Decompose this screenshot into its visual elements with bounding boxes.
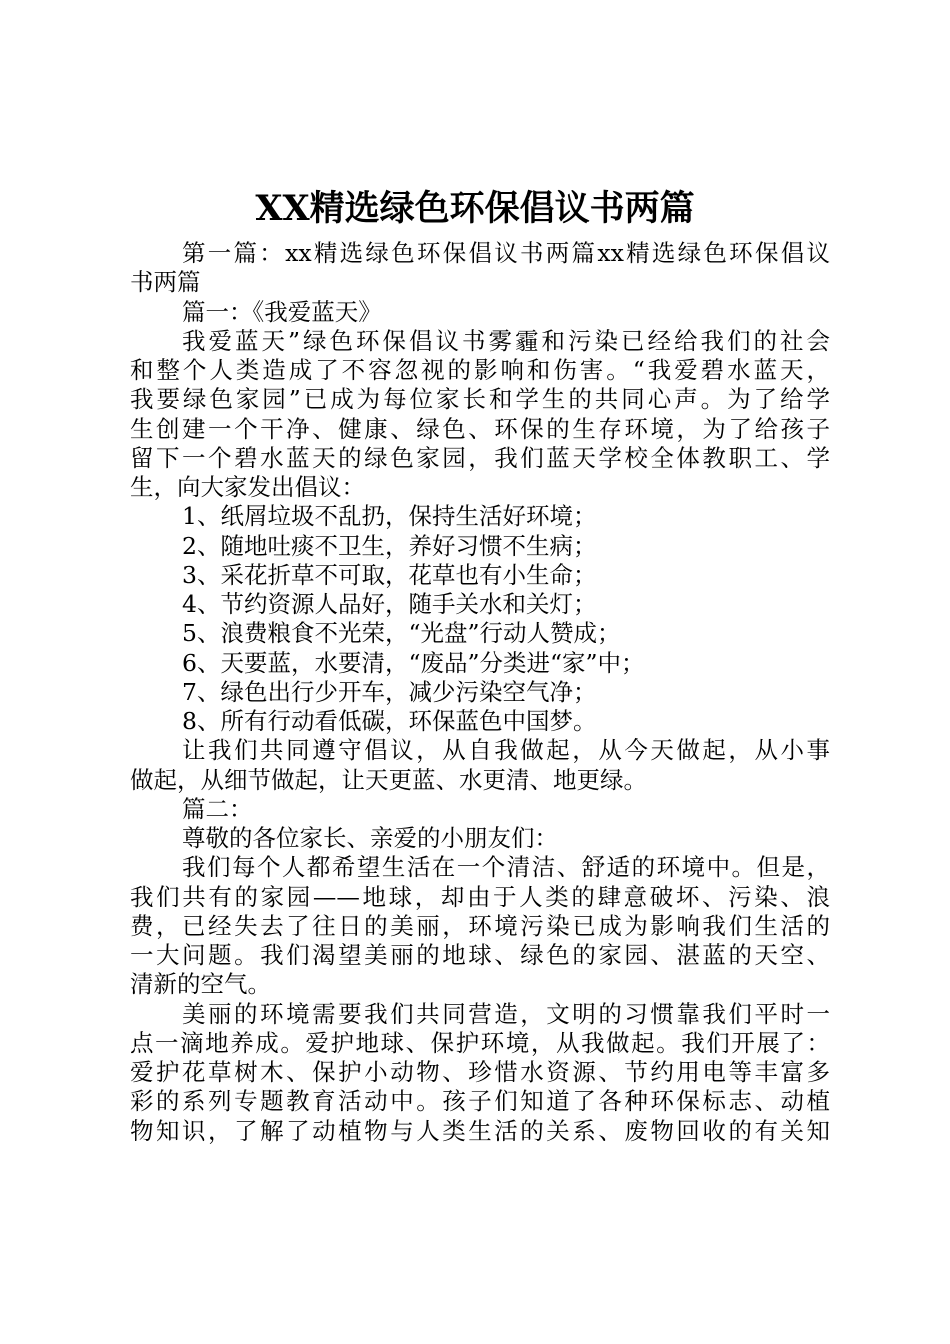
body-text-line: 物知识，了解了动植物与人类生活的关系、废物回收的有关知 <box>130 1116 830 1145</box>
body-text-line: 点一滴地养成。爱护地球、保护环境，从我做起。我们开展了： <box>130 1028 830 1057</box>
body-text-line: 1、纸屑垃圾不乱扔，保持生活好环境； <box>182 502 597 531</box>
body-text-line: 做起，从细节做起，让天更蓝、水更清、地更绿。 <box>130 765 647 794</box>
body-text-line: 篇二： <box>182 794 253 823</box>
body-text-line: 留下一个碧水蓝天的绿色家园，我们蓝天学校全体教职工、学 <box>130 443 830 472</box>
body-text-line: 2、随地吐痰不卫生，养好习惯不生病； <box>182 531 597 560</box>
body-text-line: 3、采花折草不可取，花草也有小生命； <box>182 560 597 589</box>
body-text-line: 一大问题。我们渴望美丽的地球、绿色的家园、湛蓝的天空、 <box>130 941 830 969</box>
body-text-line: 我们每个人都希望生活在一个清洁、舒适的环境中。但是， <box>182 853 830 882</box>
body-text-line: 让我们共同遵守倡议，从自我做起，从今天做起，从小事 <box>182 736 830 765</box>
body-text-line: 我们共有的家园——地球，却由于人类的肆意破坏、污染、浪 <box>130 882 830 911</box>
body-text-line: 7、绿色出行少开车，减少污染空气净； <box>182 677 597 706</box>
body-text-line: 彩的系列专题教育活动中。孩子们知道了各种环保标志、动植 <box>130 1087 830 1116</box>
body-text-line: 4、节约资源人品好，随手关水和关灯； <box>182 590 597 618</box>
body-text-line: 清新的空气。 <box>130 970 271 999</box>
body-text-line: 我要绿色家园”已成为每位家长和学生的共同心声。为了给学 <box>130 385 830 414</box>
body-text-line: 爱护花草树木、保护小动物、珍惜水资源、节约用电等丰富多 <box>130 1058 830 1086</box>
body-text-line: 我爱蓝天”绿色环保倡议书雾霾和污染已经给我们的社会 <box>182 326 830 355</box>
body-text-line: 书两篇 <box>130 268 201 297</box>
body-text-line: 5、浪费粮食不光荣，“光盘”行动人赞成； <box>182 619 621 648</box>
body-text-line: 尊敬的各位家长、亲爱的小朋友们： <box>182 824 558 852</box>
body-text-line: 篇一：《我爱蓝天》 <box>182 297 382 326</box>
body-text-line: 美丽的环境需要我们共同营造，文明的习惯靠我们平时一 <box>182 999 830 1028</box>
body-text-line: 生创建一个干净、健康、绿色、环保的生存环境，为了给孩子 <box>130 414 830 443</box>
body-text-line: 和整个人类造成了不容忽视的影响和伤害。“我爱碧水蓝天， <box>130 356 830 384</box>
document-title: XX精选绿色环保倡议书两篇 <box>255 188 695 229</box>
body-text-line: 费，已经失去了往日的美丽，环境污染已成为影响我们生活的 <box>130 911 830 940</box>
body-text-line: 6、天要蓝，水要清，“废品”分类进“家”中； <box>182 648 645 677</box>
body-text-line: 8、所有行动看低碳，环保蓝色中国梦。 <box>182 707 597 735</box>
body-text-line: 生，向大家发出倡议： <box>130 473 365 501</box>
body-text-line: 第一篇：xx精选绿色环保倡议书两篇xx精选绿色环保倡议 <box>182 239 830 267</box>
document-body <box>130 239 830 1146</box>
